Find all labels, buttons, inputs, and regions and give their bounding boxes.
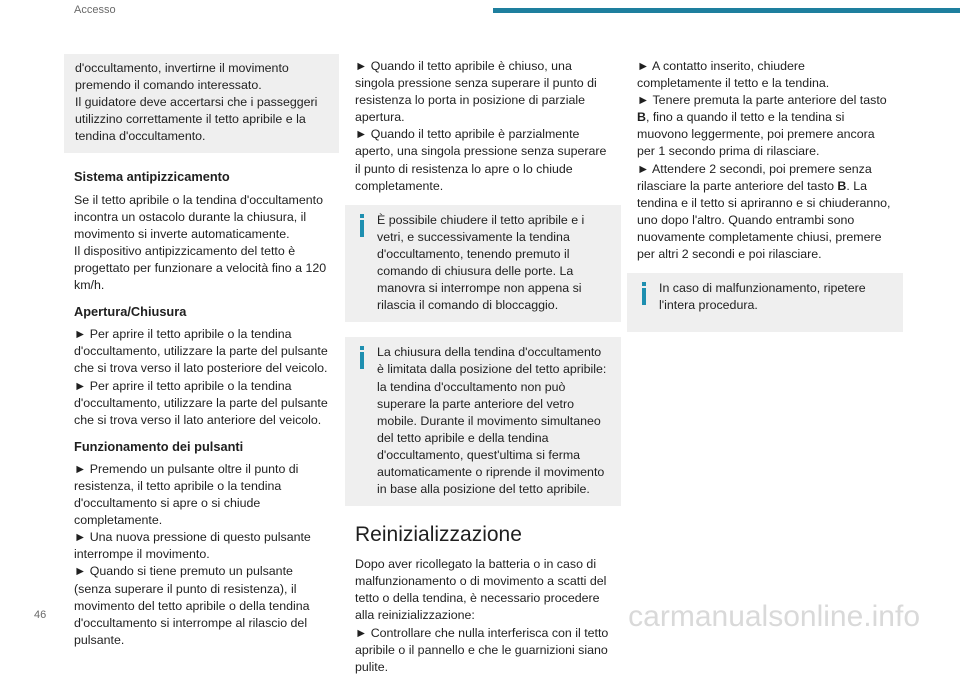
column-right xyxy=(627,54,903,332)
header-accent-bar xyxy=(493,8,960,13)
watermark: carmanualsonline.info xyxy=(628,600,920,633)
info-text: In caso di malfunzionamento, ripetere l'intera procedura. xyxy=(659,281,866,313)
paragraph-press: ► Quando il tetto apribile è chiuso, una singola pressione senza superare il punto di resistenza lo porta in posizione di parziale apertura. ► Quando il tetto apribile è parzialmente aperto, una singola pressione senza superare il punto di resistenza lo apre o lo chiude completamente. xyxy=(355,59,607,193)
info-text: La chiusura della tendina d'occultamento è limitata dalla posizione del tetto apribile: la tendina d'occultamento non può superare la parte anteriore del vetro mobile. Durante il movimento simultaneo del tetto apribile e della tendina d'occultamento, quest'ultima si ferma automaticamente o riprende il movimento in base alla posizione del tetto apribile. xyxy=(377,345,607,497)
step-close: ► A contatto inserito, chiudere completamente il tetto e la tendina. xyxy=(637,59,830,91)
column-middle xyxy=(345,54,621,676)
section-title: Accesso xyxy=(74,4,116,16)
key-b: B xyxy=(837,178,847,193)
step-hold-b xyxy=(627,92,903,160)
heading-reset: Reinizializzazione xyxy=(355,523,522,547)
step-text: ► Attendere 2 secondi, poi premere senza rilasciare la parte anteriore del tasto xyxy=(637,161,872,193)
step-text: ► Tenere premuta la parte anteriore del tasto xyxy=(637,93,887,108)
heading-open-close: Apertura/Chiusura xyxy=(74,304,187,320)
heading-buttons: Funzionamento dei pulsanti xyxy=(74,438,244,454)
paragraph-reset: Dopo aver ricollegato la batteria o in caso di malfunzionamento o di movimento a scatti del tetto o della tendina, è necessario procedere alla reinizializzazione: ► Controllare che nulla interferisca con il tetto apribile o il pannello e che le guarnizioni siano pulite. xyxy=(355,557,609,674)
info-icon xyxy=(638,280,650,324)
note-text: d'occultamento, invertirne il movimento premendo il comando interessato. Il guidatore deve accertarsi che i passeggeri utilizzino correttamente il tetto apribile e la tendina d'occultamento. xyxy=(75,61,318,144)
paragraph-open-close: ► Per aprire il tetto apribile o la tendina d'occultamento, utilizzare la parte del pulsante che si trova verso il lato posteriore del veicolo. ► Per aprire il tetto apribile o la tendina d'occultamento, utilizzare la parte del pulsante che si trova verso il lato anteriore del veicolo. xyxy=(74,327,328,427)
heading-antipinch: Sistema antipizzicamento xyxy=(74,169,230,185)
paragraph-buttons: ► Premendo un pulsante oltre il punto di resistenza, il tetto apribile o la tendina d'occultamento si apre o si chiude completamente. ► Una nuova pressione di questo pulsante interrompe il movimento. ► Quando si tiene premuto un pulsante (senza superare il punto di resistenza), il movimento del tetto apribile o della tendina d'occultamento si interrompe al rilascio del pulsante. xyxy=(74,461,311,647)
note-box xyxy=(64,54,339,153)
step-wait xyxy=(627,161,903,264)
column-left xyxy=(64,54,339,649)
step-text: , fino a quando il tetto e la tendina si muovono leggermente, poi premere ancora per 1 secondo prima di rilasciare. xyxy=(637,110,875,159)
info-icon xyxy=(356,212,368,315)
info-text: È possibile chiudere il tetto apribile e i vetri, e successivamente la tendina d'occultamento, tenendo premuto il comando di chiusura delle porte. La manovra si interrompe non appena si rilascia il comando di bloccaggio. xyxy=(377,212,585,313)
info-icon xyxy=(356,344,368,498)
info-box-malfunction xyxy=(627,273,903,332)
step-text: . La tendina e il tetto si apriranno e si chiuderanno, uno dopo l'altro. Quando entrambi sono nuovamente completamente chiusi, premere per altri 2 secondi e poi rilasciare. xyxy=(637,178,891,262)
paragraph-antipinch: Se il tetto apribile o la tendina d'occultamento incontra un ostacolo durante la chiusura, il movimento si inverte automaticamente. Il dispositivo antipizzicamento del tetto è progettato per funzionare a velocità fino a 120 km/h. xyxy=(74,192,327,293)
page-number: 46 xyxy=(34,609,47,621)
key-b: B xyxy=(637,110,646,125)
info-box-close-all xyxy=(345,205,621,323)
info-box-blind-limit xyxy=(345,337,621,506)
